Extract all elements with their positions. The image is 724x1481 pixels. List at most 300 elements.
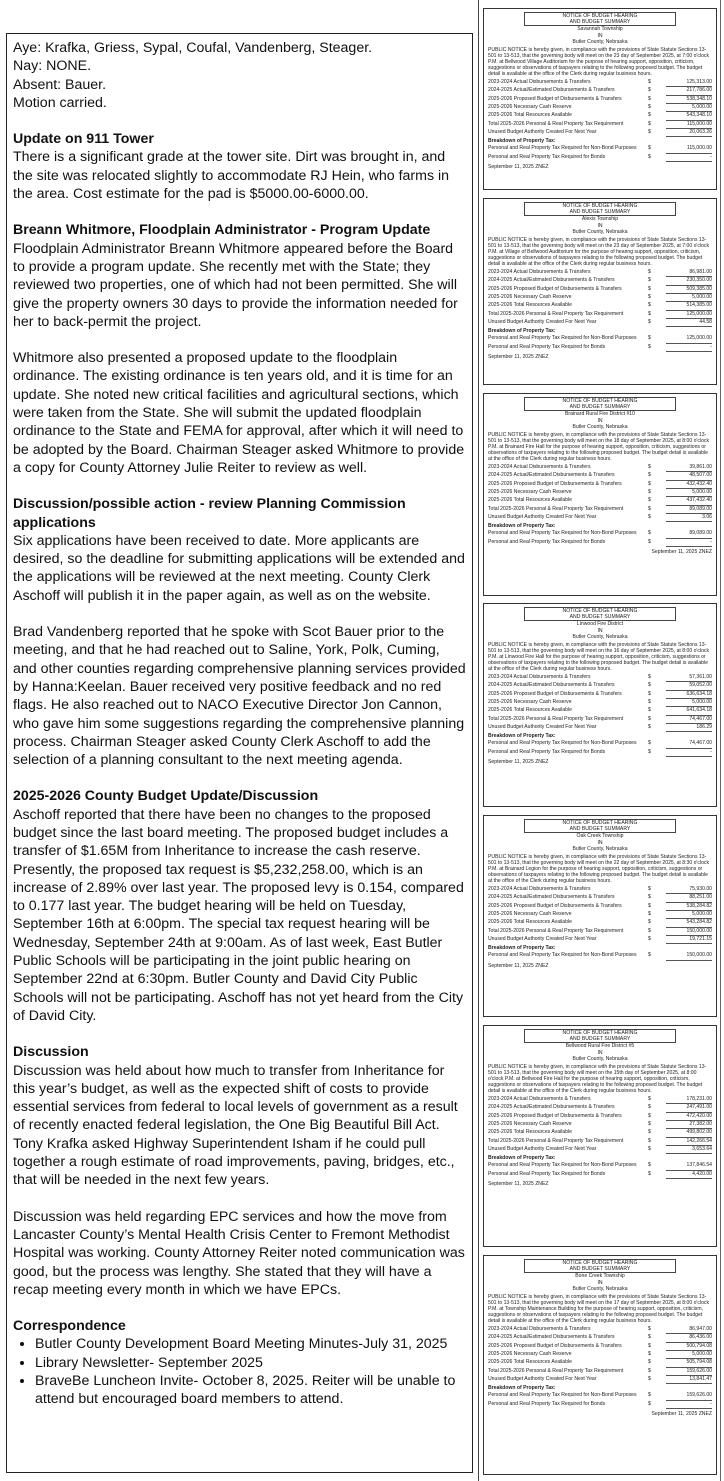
notice-row xyxy=(488,129,712,137)
notice-title: NOTICE OF BUDGET HEARING xyxy=(562,608,638,614)
notice-row-value: 48,507.00 xyxy=(666,472,712,480)
notice-row-value: 89,089.00 xyxy=(666,530,712,538)
notice-summary-rows xyxy=(488,464,712,522)
notice-in: IN xyxy=(597,222,603,229)
notice-row-label: Total 2025-2026 Personal & Real Property Tax Requirement xyxy=(488,1367,624,1374)
notice-row-value: 543,348.10 xyxy=(666,112,712,120)
budget-notice xyxy=(483,815,717,1017)
motion-aye: Aye: Krafka, Griess, Sypal, Coufal, Vandenberg, Steager. xyxy=(13,40,373,56)
notice-entity: Linwood Fire District xyxy=(576,621,624,628)
notice-summary-rows xyxy=(488,269,712,327)
notice-row-value: 3.06 xyxy=(666,514,712,522)
notice-row-label: 2025-2026 Total Resources Available xyxy=(488,919,572,926)
notice-header xyxy=(524,397,676,411)
dollar-sign: $ xyxy=(648,1359,651,1366)
notice-row-label: 2025-2026 Necessary Cash Reserve xyxy=(488,1351,572,1358)
notice-summary-rows xyxy=(488,886,712,944)
notice-row-label: Total 2025-2026 Personal & Real Property Tax Requirement xyxy=(488,310,624,317)
notice-row xyxy=(488,1121,712,1129)
notice-row-label: Personal and Real Property Tax Required for Bonds xyxy=(488,1170,606,1177)
notice-row xyxy=(488,1326,712,1334)
correspondence-item: • Library Newsletter- September 2025 xyxy=(35,1354,466,1372)
notice-row-value: 89,089.00 xyxy=(666,506,712,514)
notice-row xyxy=(488,464,712,472)
notice-row xyxy=(488,886,712,894)
notice-row-value: 509,385.00 xyxy=(666,286,712,294)
dollar-sign: $ xyxy=(648,343,651,350)
notice-row xyxy=(488,269,712,277)
notice-row-label: Personal and Real Property Tax Required for Bonds xyxy=(488,1400,606,1407)
notice-row-label: Unused Budget Authority Created For Next Year xyxy=(488,935,597,942)
notice-row xyxy=(488,286,712,294)
notice-row-label: 2025-2026 Proposed Budget of Disbursements & Transfers xyxy=(488,1342,622,1349)
notice-title: NOTICE OF BUDGET HEARING xyxy=(562,398,638,404)
dollar-sign: $ xyxy=(648,927,651,934)
dollar-sign: $ xyxy=(648,513,651,520)
dollar-sign: $ xyxy=(648,538,651,545)
dollar-sign: $ xyxy=(648,935,651,942)
notice-row-value: 247,491.00 xyxy=(666,1104,712,1112)
dollar-sign: $ xyxy=(648,1334,651,1341)
notice-row xyxy=(488,1129,712,1137)
notice-row-label: Personal and Real Property Tax Required for Non-Bond Purposes xyxy=(488,1392,637,1399)
notice-row-value: 19,721.15 xyxy=(666,936,712,944)
notice-row-value: 125,000.00 xyxy=(666,311,712,319)
dollar-sign: $ xyxy=(648,120,651,127)
notice-row-label: Personal and Real Property Tax Required for Bonds xyxy=(488,343,606,350)
notice-row-label: Personal and Real Property Tax Required for Non-Bond Purposes xyxy=(488,530,637,537)
dollar-sign: $ xyxy=(648,79,651,86)
notice-row xyxy=(488,1138,712,1146)
notice-row-value: 3,653.64 xyxy=(666,1146,712,1154)
notice-row-label: Personal and Real Property Tax Required for Bonds xyxy=(488,538,606,545)
notice-row-value: 74,467.00 xyxy=(666,740,712,748)
dollar-sign: $ xyxy=(648,1400,651,1407)
notice-county: Butler County, Nebraska xyxy=(572,1285,628,1292)
notice-row-label: Total 2025-2026 Personal & Real Property Tax Requirement xyxy=(488,715,624,722)
notice-breakdown-label: Breakdown of Property Tax: xyxy=(488,733,556,740)
section-paragraph: Discussion was held about how much to transfer from Inheritance for this year’s budget, as well as the expected shift of costs to provide essential services from federal to local levels of government as a result of recently enacted federal legislation, the One Big Beautiful Bill Act. Tony Krafka asked Highway Superintendent Isham if he could pull together a rough estimate of road improvements, paving, bridges, etc., that will be needed in the next few years. xyxy=(13,1062,458,1189)
section-paragraph: Six applications have been received to date. More applicants are desired, so the deadline for submitting applications will be extended and the applications will be reviewed at the next meeting. County Clerk Aschoff will publish it in the paper again, as well as on the website. xyxy=(13,532,465,604)
dollar-sign: $ xyxy=(648,464,651,471)
dollar-sign: $ xyxy=(648,911,651,918)
notice-header xyxy=(524,1029,676,1043)
notice-row-value: 39,861.00 xyxy=(666,464,712,472)
notice-row-label: Unused Budget Authority Created For Next Year xyxy=(488,723,597,730)
dollar-sign: $ xyxy=(648,87,651,94)
notice-row-value: 500,794.08 xyxy=(666,1343,712,1351)
notice-body: PUBLIC NOTICE is hereby given, in compliance with the provisions of State Statute Sections 13-501 to 13-513, that the governing body will meet on the 23 day of September 2025, at 7:00 o'clock P.M. at Bellwood Village Auditorium for the purpose of hearing support, opposition, criticism, suggestions or observations of taxpayers relating to the following proposed budget. The budget detail is available at the office of the Clerk during regular business hours. xyxy=(488,46,709,78)
notice-breakdown-label: Breakdown of Property Tax: xyxy=(488,523,556,530)
notice-row-label: 2025-2026 Proposed Budget of Disbursements & Transfers xyxy=(488,95,622,102)
dollar-sign: $ xyxy=(648,335,651,342)
notice-breakdown-row xyxy=(488,1171,712,1179)
dollar-sign: $ xyxy=(648,1375,651,1382)
section-heading-floodplain: Breann Whitmore, Floodplain Administrator - Program Update xyxy=(13,222,431,239)
notice-row-value: 499,802.00 xyxy=(666,1129,712,1137)
notice-breakdown-row xyxy=(488,1162,712,1170)
budget-notice xyxy=(483,603,717,807)
dollar-sign: $ xyxy=(648,715,651,722)
notice-row xyxy=(488,691,712,699)
notice-row xyxy=(488,319,712,327)
notice-breakdown-row xyxy=(488,1392,712,1400)
dollar-sign: $ xyxy=(648,269,651,276)
notice-date: September 11, 2025 ZNEZ xyxy=(488,353,549,360)
dollar-sign: $ xyxy=(648,1170,651,1177)
notice-row-value: 88,251.00 xyxy=(666,894,712,902)
notice-row-value: - xyxy=(666,539,712,547)
dollar-sign: $ xyxy=(648,294,651,301)
notice-breakdown-row xyxy=(488,530,712,538)
notice-row-label: Unused Budget Authority Created For Next Year xyxy=(488,513,597,520)
notice-row-value: - xyxy=(666,344,712,352)
notice-in: IN xyxy=(597,32,603,39)
notice-entity: Alexis Township xyxy=(581,216,619,223)
notice-date: September 11, 2025 ZNEZ xyxy=(488,962,549,969)
notice-row xyxy=(488,112,712,120)
notice-entity: Bellwood Rural Fire District #5 xyxy=(565,1043,635,1050)
notice-row-label: Total 2025-2026 Personal & Real Property Tax Requirement xyxy=(488,1137,624,1144)
notice-row xyxy=(488,96,712,104)
notice-row xyxy=(488,1351,712,1359)
dollar-sign: $ xyxy=(648,919,651,926)
dollar-sign: $ xyxy=(648,277,651,284)
dollar-sign: $ xyxy=(648,894,651,901)
dollar-sign: $ xyxy=(648,472,651,479)
notice-row-value: 230,350.00 xyxy=(666,277,712,285)
notice-row xyxy=(488,707,712,715)
notice-row-label: 2024-2025 Actual/Estimated Disbursements & Transfers xyxy=(488,472,615,479)
notice-header xyxy=(524,202,676,216)
notice-row-value: - xyxy=(666,1401,712,1409)
dollar-sign: $ xyxy=(648,1129,651,1136)
correspondence-item: • Butler County Development Board Meeting Minutes-July 31, 2025 xyxy=(35,1335,466,1353)
notice-summary-rows xyxy=(488,79,712,137)
notice-row xyxy=(488,936,712,944)
section-heading-911-tower: Update on 911 Tower xyxy=(13,131,154,148)
notice-row-label: 2024-2025 Actual/Estimated Disbursements & Transfers xyxy=(488,277,615,284)
notice-row-value: 636,634.18 xyxy=(666,691,712,699)
notice-row-label: Total 2025-2026 Personal & Real Property Tax Requirement xyxy=(488,927,624,934)
notice-row-label: 2024-2025 Actual/Estimated Disbursements & Transfers xyxy=(488,1334,615,1341)
dollar-sign: $ xyxy=(648,952,651,959)
notice-row-label: 2024-2025 Actual/Estimated Disbursements & Transfers xyxy=(488,87,615,94)
notice-row-value: 125,000.00 xyxy=(666,335,712,343)
notice-entity: Bone Creek Township xyxy=(575,1273,625,1280)
notice-row xyxy=(488,1334,712,1342)
notice-subtitle: AND BUDGET SUMMARY xyxy=(569,19,631,26)
notice-row-label: 2025-2026 Total Resources Available xyxy=(488,112,572,119)
notice-title: NOTICE OF BUDGET HEARING xyxy=(562,820,638,826)
dollar-sign: $ xyxy=(648,886,651,893)
dollar-sign: $ xyxy=(648,128,651,135)
notice-body: PUBLIC NOTICE is hereby given, in compliance with the provisions of State Statute Sections 13-501 to 13-513, that the governing body will meet on the 18 day of September 2025, at 8:00 o'clock P.M. at Brainard Fire Hall for the purpose of hearing support, opposition, criticism, suggestions or observations of taxpayers relating to the following proposed budget. The budget detail is available at the office of the Clerk during regular business hours. xyxy=(488,431,709,463)
motion-result: Motion carried. xyxy=(13,94,107,111)
dollar-sign: $ xyxy=(648,707,651,714)
notice-row-label: Personal and Real Property Tax Required for Non-Bond Purposes xyxy=(488,1162,637,1169)
dollar-sign: $ xyxy=(648,489,651,496)
notice-county: Butler County, Nebraska xyxy=(572,228,628,235)
notice-row-label: Personal and Real Property Tax Required for Non-Bond Purposes xyxy=(488,335,637,342)
page-edge-rule xyxy=(720,0,721,1481)
notice-row-value: 159,626.00 xyxy=(666,1368,712,1376)
notice-header xyxy=(524,819,676,833)
notice-row-value: 641,634.18 xyxy=(666,707,712,715)
notice-body: PUBLIC NOTICE is hereby given, in compliance with the provisions of State Statute Sections 13-501 to 13-513, that the governing body will meet on the 15th day of September 2025, at 8:00 o'clock P.M. at Bellwood Fire Hall for the purpose of hearing support, opposition, criticism, suggestions or observations of taxpayers relating to the following proposed budget. The budget detail is available at the office of the Clerk during regular business hours. xyxy=(488,1063,707,1095)
notice-row xyxy=(488,121,712,129)
notice-row-label: Personal and Real Property Tax Required for Non-Bond Purposes xyxy=(488,952,637,959)
notice-breakdown-label: Breakdown of Property Tax: xyxy=(488,1385,556,1392)
notice-row-value: 159,626.00 xyxy=(666,1392,712,1400)
notice-row-value: - xyxy=(666,154,712,162)
notice-breakdown-row xyxy=(488,749,712,757)
notice-breakdown-row xyxy=(488,1401,712,1409)
notice-row-value: 115,000.00 xyxy=(666,121,712,129)
budget-notice xyxy=(483,1025,717,1247)
motion-nay: Nay: NONE. xyxy=(13,58,92,75)
dollar-sign: $ xyxy=(648,723,651,730)
notice-body: PUBLIC NOTICE is hereby given, in compliance with the provisions of State Statute Sections 13-501 to 13-513, that the governing body will meet on the 23 day of September 2025, at 7:00 o'clock P.M. at Village of Bellwood Auditorium for the purpose of hearing support, opposition, criticism, suggestions or observations of taxpayers relating to the following proposed budget. The budget detail is available at the office of the Clerk during regular business hours. xyxy=(488,236,709,268)
notice-row-value: 538,348.10 xyxy=(666,96,712,104)
notice-entity: Oak Creek Township xyxy=(576,833,624,840)
dollar-sign: $ xyxy=(648,1096,651,1103)
notice-in: IN xyxy=(597,417,603,424)
notice-date: September 11, 2025 ZNEZ xyxy=(488,163,549,170)
notice-subtitle: AND BUDGET SUMMARY xyxy=(569,826,631,833)
notice-subtitle: AND BUDGET SUMMARY xyxy=(569,209,631,216)
dollar-sign: $ xyxy=(648,530,651,537)
notice-body: PUBLIC NOTICE is hereby given, in compliance with the provisions of State Statute Sections 13-501 to 13-513, that the governing body will meet on the 17 day of September 2025, at 8:00 o'clock P.M. at Township Maintenance Building for the purpose of hearing support, opposition, criticism, suggestions or observations of taxpayers relating to the following proposed budget. The budget detail is available at the office of the Clerk during regular business hours. xyxy=(488,1293,709,1325)
dollar-sign: $ xyxy=(648,902,651,909)
notice-breakdown-label: Breakdown of Property Tax: xyxy=(488,138,556,145)
section-paragraph: There is a significant grade at the tower site. Dirt was brought in, and the site was relocated slightly to accommodate RJ Hein, who farms in the area. Cost estimate for the pad is $5000.00-6000.00. xyxy=(13,149,450,203)
dollar-sign: $ xyxy=(648,682,651,689)
notice-row-label: 2024-2025 Actual/Estimated Disbursements & Transfers xyxy=(488,894,615,901)
notice-subtitle: AND BUDGET SUMMARY xyxy=(569,404,631,411)
dollar-sign: $ xyxy=(648,1367,651,1374)
section-paragraph: Aschoff reported that there have been no changes to the proposed budget since the last board meeting. The proposed budget includes a transfer of $1.65M from Inheritance to increase the cash reserve. Presently, the proposed tax request is $5,232,258.00, which is an increase of 2.89% over last year. The proposed levy is 0.154, compared to 0.177 last year. The budget hearing will be held on Tuesday, September 16th at 6:00pm. The special tax request hearing will be Wednesday, September 24th at 9:00am. As of last week, East Butler Public Schools will be participating in the joint public hearing on September 22nd at 6:30pm. Butler County and David City Public Schools will not be participating. Aschoff has not yet heard from the City of David City. xyxy=(13,806,464,1024)
notice-row xyxy=(488,699,712,707)
dollar-sign: $ xyxy=(648,1145,651,1152)
notice-row xyxy=(488,716,712,724)
dollar-sign: $ xyxy=(648,153,651,160)
notice-row-label: 2023-2024 Actual Disbursements & Transfers xyxy=(488,464,591,471)
notice-row-value: 86,981.00 xyxy=(666,269,712,277)
notice-title: NOTICE OF BUDGET HEARING xyxy=(562,1260,638,1266)
notice-breakdown-row xyxy=(488,740,712,748)
notice-row-label: Personal and Real Property Tax Required for Non-Bond Purposes xyxy=(488,740,637,747)
notice-row-value: 27,382.00 xyxy=(666,1121,712,1129)
notice-date: September 11, 2025 ZNEZ xyxy=(651,548,712,555)
notice-row-label: Personal and Real Property Tax Required for Bonds xyxy=(488,153,606,160)
notice-row xyxy=(488,481,712,489)
notice-row-value: 74,467.00 xyxy=(666,716,712,724)
notice-row xyxy=(488,674,712,682)
notice-row xyxy=(488,1359,712,1367)
notice-row-label: Personal and Real Property Tax Required for Bonds xyxy=(488,748,606,755)
dollar-sign: $ xyxy=(648,674,651,681)
dollar-sign: $ xyxy=(648,1326,651,1333)
notice-summary-rows xyxy=(488,1326,712,1384)
budget-notice xyxy=(483,1255,717,1475)
notice-row-value: 59,052.00 xyxy=(666,682,712,690)
section-heading-budget-update: 2025-2026 County Budget Update/Discussion xyxy=(13,788,319,805)
notice-row xyxy=(488,919,712,927)
dollar-sign: $ xyxy=(648,1121,651,1128)
section-heading-correspondence: Correspondence xyxy=(13,1318,126,1335)
notice-row xyxy=(488,1096,712,1104)
notice-row xyxy=(488,497,712,505)
notice-row-value: 5,000.00 xyxy=(666,1351,712,1359)
notice-in: IN xyxy=(597,839,603,846)
notice-row-label: 2025-2026 Necessary Cash Reserve xyxy=(488,489,572,496)
notice-row-value: 44.58 xyxy=(666,319,712,327)
section-paragraph: Discussion was held regarding EPC services and how the move from Lancaster County’s Mental Health Crisis Center to Fremont Methodist Hospital was working. County Attorney Reiter noted communication was good, but the process was lengthy. She stated that they will have a recap meeting every month in which we have EPCs. xyxy=(13,1208,465,1298)
notice-row-value: 142,266.54 xyxy=(666,1138,712,1146)
notice-row-label: 2024-2025 Actual/Estimated Disbursements & Transfers xyxy=(488,682,615,689)
dollar-sign: $ xyxy=(648,748,651,755)
column-divider xyxy=(478,0,479,1481)
notice-body: PUBLIC NOTICE is hereby given, in compliance with the provisions of State Statute Sections 13-501 to 13-513, that the governing body will meet on the 22 day of September 2025, at 8:30 o'clock P.M. at Brainard Legion for the purpose of hearing support, opposition, criticism, suggestions or observations of taxpayers relating to the following proposed budget. The budget detail is available at the office of the Clerk during regular business hours. xyxy=(488,853,709,885)
notice-breakdown-row xyxy=(488,145,712,153)
budget-notice xyxy=(483,393,717,596)
notice-row-value: 437,432.40 xyxy=(666,497,712,505)
notice-title: NOTICE OF BUDGET HEARING xyxy=(562,1030,638,1036)
notice-row xyxy=(488,928,712,936)
notice-row-value: 5,000.00 xyxy=(666,911,712,919)
notice-row-label: Unused Budget Authority Created For Next Year xyxy=(488,128,597,135)
dollar-sign: $ xyxy=(648,145,651,152)
notice-summary-rows xyxy=(488,674,712,732)
correspondence-item: • BraveBe Luncheon Invite- October 8, 2025. Reiter will be unable to attend but encouraged board members to attend. xyxy=(35,1372,466,1409)
notice-row xyxy=(488,87,712,95)
notice-row-value: 178,231.00 xyxy=(666,1096,712,1104)
notice-row-label: 2025-2026 Necessary Cash Reserve xyxy=(488,104,572,111)
notice-row-value: 543,284.82 xyxy=(666,919,712,927)
notice-row-label: 2023-2024 Actual Disbursements & Transfers xyxy=(488,79,591,86)
notice-row xyxy=(488,302,712,310)
notice-breakdown-row xyxy=(488,539,712,547)
notice-entity: Savannah Township xyxy=(577,26,623,33)
dollar-sign: $ xyxy=(648,480,651,487)
notice-row-value: 125,313.00 xyxy=(666,79,712,87)
notice-summary-rows xyxy=(488,1096,712,1154)
notice-breakdown-label: Breakdown of Property Tax: xyxy=(488,945,556,952)
dollar-sign: $ xyxy=(648,497,651,504)
notice-row-label: 2025-2026 Total Resources Available xyxy=(488,302,572,309)
dollar-sign: $ xyxy=(648,1162,651,1169)
notice-row-label: Unused Budget Authority Created For Next Year xyxy=(488,1145,597,1152)
notice-row-value: - xyxy=(666,749,712,757)
notice-header xyxy=(524,12,676,26)
notice-row-label: Personal and Real Property Tax Required for Non-Bond Purposes xyxy=(488,145,637,152)
notice-body: PUBLIC NOTICE is hereby given, in compliance with the provisions of State Statute Sections 13-501 to 13-513, that the governing body will meet on the 16 day of September 2025, at 8:00 o'clock P.M. at Linwood Fire Hall for the purpose of hearing support, opposition, criticism, suggestions or observations of taxpayers relating to the following proposed budget. The budget detail is available at the office of the Clerk during regular business hours. xyxy=(488,641,709,673)
notice-row-label: 2025-2026 Proposed Budget of Disbursements & Transfers xyxy=(488,480,622,487)
dollar-sign: $ xyxy=(648,1137,651,1144)
dollar-sign: $ xyxy=(648,112,651,119)
dollar-sign: $ xyxy=(648,690,651,697)
notice-row-label: 2025-2026 Necessary Cash Reserve xyxy=(488,911,572,918)
notice-row-value: 538,284.82 xyxy=(666,903,712,911)
notice-row-value: 514,385.00 xyxy=(666,302,712,310)
notice-row xyxy=(488,506,712,514)
section-heading-discussion: Discussion xyxy=(13,1044,89,1061)
notice-county: Butler County, Nebraska xyxy=(572,38,628,45)
notice-row-value: 75,930.00 xyxy=(666,886,712,894)
notice-row-label: 2025-2026 Proposed Budget of Disbursements & Transfers xyxy=(488,902,622,909)
notice-row-value: 5,000.00 xyxy=(666,104,712,112)
notice-row-value: 186.29 xyxy=(666,724,712,732)
notice-row-label: 2025-2026 Necessary Cash Reserve xyxy=(488,1121,572,1128)
dollar-sign: $ xyxy=(648,285,651,292)
notice-row-value: 137,846.54 xyxy=(666,1162,712,1170)
notice-header xyxy=(524,607,676,621)
notice-row-label: 2025-2026 Necessary Cash Reserve xyxy=(488,699,572,706)
notice-row-value: 217,786.00 xyxy=(666,87,712,95)
notice-row-value: 150,000.00 xyxy=(666,952,712,960)
section-paragraph: Floodplain Administrator Breann Whitmore appeared before the Board to provide a program update. She recently met with the State; they reviewed two properties, one of which had not been permitted. She will give the property owners 30 days to provide the information needed for her to back-permit the project. xyxy=(13,240,458,330)
notice-date: September 11, 2025 ZNEZ xyxy=(488,1180,549,1187)
notice-county: Butler County, Nebraska xyxy=(572,633,628,640)
notice-title: NOTICE OF BUDGET HEARING xyxy=(562,13,638,19)
notice-row-label: 2023-2024 Actual Disbursements & Transfers xyxy=(488,269,591,276)
notice-row xyxy=(488,489,712,497)
dollar-sign: $ xyxy=(648,740,651,747)
dollar-sign: $ xyxy=(648,1112,651,1119)
notice-breakdown-row xyxy=(488,344,712,352)
notice-row-label: 2025-2026 Proposed Budget of Disbursements & Transfers xyxy=(488,690,622,697)
notice-row xyxy=(488,724,712,732)
notice-breakdown-row xyxy=(488,154,712,162)
notice-row-value: 115,000.00 xyxy=(666,145,712,153)
notice-row-label: Unused Budget Authority Created For Next Year xyxy=(488,1375,597,1382)
notice-row xyxy=(488,277,712,285)
notice-header xyxy=(524,1259,676,1273)
notice-row-value: 13,841.47 xyxy=(666,1376,712,1384)
notice-row xyxy=(488,911,712,919)
notice-subtitle: AND BUDGET SUMMARY xyxy=(569,1266,631,1273)
notice-row-label: 2023-2024 Actual Disbursements & Transfers xyxy=(488,886,591,893)
dollar-sign: $ xyxy=(648,1392,651,1399)
notice-row-label: Unused Budget Authority Created For Next Year xyxy=(488,318,597,325)
notice-county: Butler County, Nebraska xyxy=(572,1055,628,1062)
notice-row-value: 4,420.00 xyxy=(666,1171,712,1179)
notice-row xyxy=(488,104,712,112)
notice-row-label: Total 2025-2026 Personal & Real Property Tax Requirement xyxy=(488,120,624,127)
notice-breakdown-row xyxy=(488,952,712,960)
notice-in: IN xyxy=(597,1279,603,1286)
notice-breakdown-label: Breakdown of Property Tax: xyxy=(488,328,556,335)
dollar-sign: $ xyxy=(648,302,651,309)
dollar-sign: $ xyxy=(648,699,651,706)
notice-row-value: 432,432.40 xyxy=(666,481,712,489)
notice-row-label: 2025-2026 Total Resources Available xyxy=(488,497,572,504)
notice-row xyxy=(488,311,712,319)
notice-in: IN xyxy=(597,627,603,634)
notice-row-label: 2025-2026 Total Resources Available xyxy=(488,1359,572,1366)
dollar-sign: $ xyxy=(648,1351,651,1358)
notice-county: Butler County, Nebraska xyxy=(572,423,628,430)
notice-row-label: 2023-2024 Actual Disbursements & Transfers xyxy=(488,1096,591,1103)
notice-row xyxy=(488,1343,712,1351)
notice-entity: Brainard Rural Fire District #10 xyxy=(565,411,635,418)
dollar-sign: $ xyxy=(648,104,651,111)
notice-row-value: 5,000.00 xyxy=(666,489,712,497)
dollar-sign: $ xyxy=(648,1342,651,1349)
notice-row-value: 5,000.00 xyxy=(666,294,712,302)
notice-row xyxy=(488,79,712,87)
